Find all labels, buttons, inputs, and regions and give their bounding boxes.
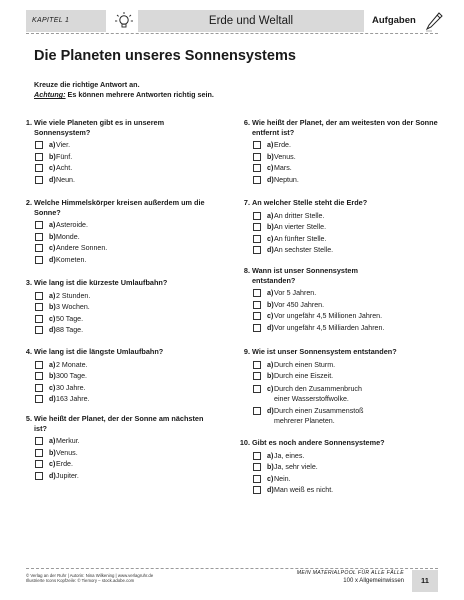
option-a[interactable]: a) Asteroide. <box>16 221 216 233</box>
option-c[interactable]: c) Mars. <box>234 164 444 176</box>
option-a[interactable]: a) Ja, eines. <box>234 452 444 464</box>
question-number: 9. <box>243 347 250 356</box>
chapter-label: KAPITEL 1 <box>26 10 106 32</box>
option-b[interactable]: b) Venus. <box>234 153 444 165</box>
option-d[interactable]: d) Neun. <box>16 176 216 188</box>
option-c[interactable]: c) Andere Sonnen. <box>16 244 216 256</box>
checkbox[interactable] <box>253 312 261 320</box>
option-b[interactable]: b) 300 Tage. <box>16 372 216 384</box>
checkbox[interactable] <box>35 472 43 480</box>
checkbox[interactable] <box>35 164 43 172</box>
question-8 <box>234 266 449 336</box>
question-text: Wie heißt der Planet, der der Sonne am nächsten ist? <box>34 414 204 433</box>
question-1 <box>16 118 216 188</box>
checkbox[interactable] <box>253 176 261 184</box>
option-c[interactable]: c) Erde. <box>16 460 216 472</box>
checkbox[interactable] <box>35 326 43 334</box>
checkbox[interactable] <box>35 176 43 184</box>
checkbox[interactable] <box>253 301 261 309</box>
question-text: Wie lang ist die kürzeste Umlaufbahn? <box>34 278 168 287</box>
option-d[interactable]: d) 163 Jahre. <box>16 395 216 407</box>
series-title: MEIN MATERIALPOOL FÜR ALLE FÄLLE <box>296 570 404 576</box>
option-b[interactable]: b) Vor 450 Jahren. <box>234 301 449 313</box>
question-4 <box>16 347 216 407</box>
attention-text: Es können mehrere Antworten richtig sein. <box>65 90 214 99</box>
checkbox[interactable] <box>253 153 261 161</box>
checkbox[interactable] <box>253 212 261 220</box>
header-divider <box>26 33 438 34</box>
option-d[interactable]: d) Durch einen Zusammenstoß mehrerer Planeten. <box>234 406 374 428</box>
question-7 <box>234 198 444 258</box>
topic-title: Erde und Weltall <box>138 10 364 32</box>
checkbox[interactable] <box>35 460 43 468</box>
option-d[interactable]: d) An sechster Stelle. <box>234 246 444 258</box>
checkbox[interactable] <box>253 246 261 254</box>
checkbox[interactable] <box>253 289 261 297</box>
question-text: Welche Himmelskörper kreisen außerdem um die Sonne? <box>34 198 205 217</box>
option-a[interactable]: a) Durch einen Sturm. <box>234 361 374 373</box>
checkbox[interactable] <box>35 141 43 149</box>
pencil-icon <box>424 11 444 33</box>
option-a[interactable]: a) Vier. <box>16 141 216 153</box>
checkbox[interactable] <box>35 384 43 392</box>
option-b[interactable]: b) Monde. <box>16 233 216 245</box>
option-a[interactable]: a) Vor 5 Jahren. <box>234 289 449 301</box>
checkbox[interactable] <box>253 324 261 332</box>
footer-divider <box>26 568 438 569</box>
checkbox[interactable] <box>35 449 43 457</box>
question-text: Gibt es noch andere Sonnensysteme? <box>252 438 385 447</box>
checkbox[interactable] <box>253 223 261 231</box>
checkbox[interactable] <box>35 372 43 380</box>
question-number: 10. <box>239 438 250 447</box>
option-c[interactable]: c) An fünfter Stelle. <box>234 235 444 247</box>
attention-label: Achtung: <box>34 90 66 99</box>
question-number: 8. <box>243 266 250 275</box>
option-b[interactable]: b) An vierter Stelle. <box>234 223 444 235</box>
checkbox[interactable] <box>35 315 43 323</box>
page-header <box>26 10 438 32</box>
lightbulb-icon <box>114 11 134 31</box>
option-a[interactable]: a) Merkur. <box>16 437 216 449</box>
checkbox[interactable] <box>35 256 43 264</box>
section-label: Aufgaben <box>372 15 416 26</box>
question-number: 6. <box>243 118 250 127</box>
checkbox[interactable] <box>35 153 43 161</box>
question-number: 3. <box>25 278 32 287</box>
question-text: Wie viele Planeten gibt es in unserem Sonnensystem? <box>34 118 165 137</box>
question-number: 5. <box>25 414 32 423</box>
option-c[interactable]: c) Nein. <box>234 475 444 487</box>
option-b[interactable]: b) 3 Wochen. <box>16 303 216 315</box>
option-c[interactable]: c) 30 Jahre. <box>16 384 216 396</box>
option-d[interactable]: d) Vor ungefähr 4,5 Milliarden Jahren. <box>234 324 449 336</box>
option-b[interactable]: b) Fünf. <box>16 153 216 165</box>
option-a[interactable]: a) An dritter Stelle. <box>234 212 444 224</box>
option-d[interactable]: d) Neptun. <box>234 176 444 188</box>
question-6 <box>234 118 444 188</box>
question-10 <box>234 438 444 498</box>
option-d[interactable]: d) Jupiter. <box>16 472 216 484</box>
checkbox[interactable] <box>35 361 43 369</box>
checkbox[interactable] <box>35 303 43 311</box>
option-d[interactable]: d) Kometen. <box>16 256 216 268</box>
page-title: Die Planeten unseres Sonnensystems <box>34 48 296 64</box>
checkbox[interactable] <box>35 292 43 300</box>
question-5 <box>16 414 216 484</box>
option-d[interactable]: d) Man weiß es nicht. <box>234 486 444 498</box>
option-b[interactable]: b) Ja, sehr viele. <box>234 463 444 475</box>
question-text: Wann ist unser Sonnensystem entstanden? <box>252 266 358 285</box>
checkbox[interactable] <box>253 141 261 149</box>
book-subtitle: 100 x Allgemeinwissen <box>343 578 404 584</box>
attention-note <box>34 90 214 100</box>
option-b[interactable]: b) Durch eine Eiszeit. <box>234 372 374 384</box>
question-text: Wie ist unser Sonnensystem entstanden? <box>252 347 397 356</box>
checkbox[interactable] <box>253 475 261 483</box>
checkbox[interactable] <box>253 361 261 369</box>
option-a[interactable]: a) 2 Stunden. <box>16 292 216 304</box>
checkbox[interactable] <box>253 407 261 415</box>
option-c[interactable]: c) 50 Tage. <box>16 315 216 327</box>
option-a[interactable]: a) 2 Monate. <box>16 361 216 373</box>
checkbox[interactable] <box>253 235 261 243</box>
option-c[interactable]: c) Acht. <box>16 164 216 176</box>
option-c[interactable]: c) Durch den Zusammenbruch einer Wasserstoffwolke. <box>234 384 374 406</box>
checkbox[interactable] <box>253 452 261 460</box>
checkbox[interactable] <box>35 244 43 252</box>
instruction-line: Kreuze die richtige Antwort an. <box>34 80 140 89</box>
question-9 <box>234 347 397 428</box>
checkbox[interactable] <box>253 372 261 380</box>
page-number: 11 <box>412 570 438 592</box>
checkbox[interactable] <box>35 395 43 403</box>
question-text: An welcher Stelle steht die Erde? <box>252 198 368 207</box>
option-a[interactable]: a) Erde. <box>234 141 444 153</box>
checkbox[interactable] <box>35 233 43 241</box>
copyright-notice: © Verlag an der Ruhr | Autorin: Nina Wilkening | www.verlagruhr.de Illustrierte Icons Kopfzeile: © Tiemory – stock.adobe.com <box>26 573 154 584</box>
question-text: Wie heißt der Planet, der am weitesten von der Sonne entfernt ist? <box>252 118 438 137</box>
option-b[interactable]: b) Venus. <box>16 449 216 461</box>
question-text: Wie lang ist die längste Umlaufbahn? <box>34 347 164 356</box>
question-2 <box>16 198 216 268</box>
checkbox[interactable] <box>35 437 43 445</box>
question-number: 7. <box>243 198 250 207</box>
question-3 <box>16 278 216 338</box>
question-number: 1. <box>25 118 32 127</box>
checkbox[interactable] <box>253 164 261 172</box>
checkbox[interactable] <box>253 385 261 393</box>
checkbox[interactable] <box>253 486 261 494</box>
option-d[interactable]: d) 88 Tage. <box>16 326 216 338</box>
question-number: 4. <box>25 347 32 356</box>
option-c[interactable]: c) Vor ungefähr 4,5 Millionen Jahren. <box>234 312 449 324</box>
checkbox[interactable] <box>35 221 43 229</box>
checkbox[interactable] <box>253 463 261 471</box>
question-number: 2. <box>25 198 32 207</box>
